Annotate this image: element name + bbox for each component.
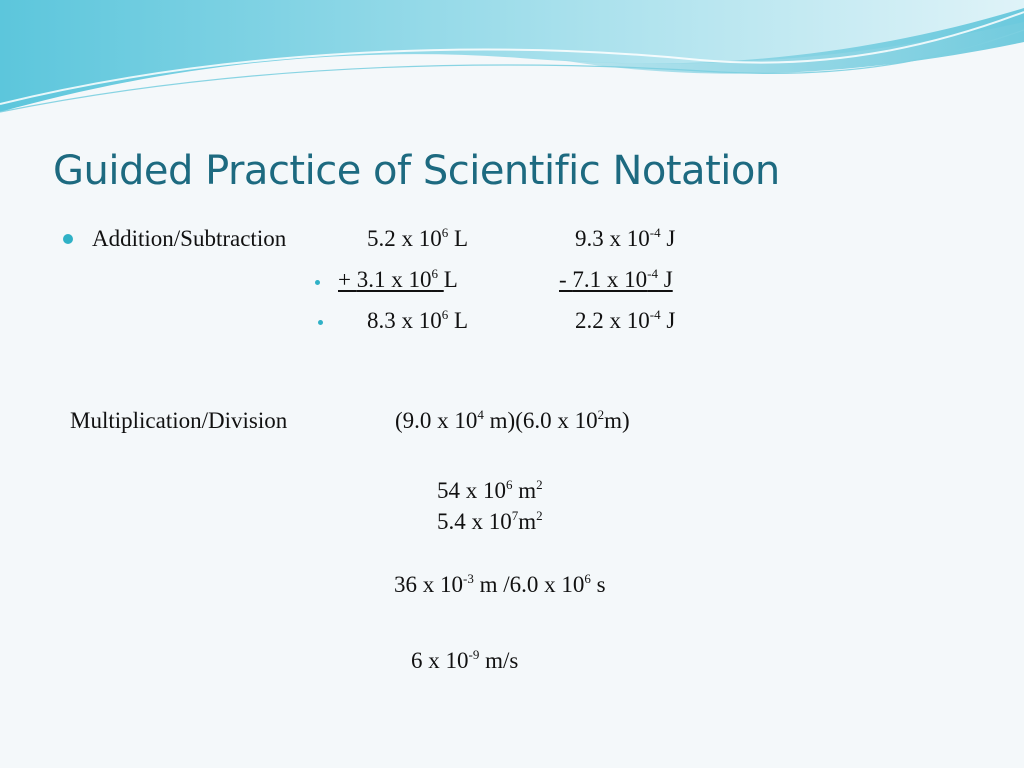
sub-bullet-dot	[318, 320, 323, 325]
addsub-row2-col1: + 3.1 x $10^6$ L	[338, 266, 458, 292]
addsub-label: Addition/Subtraction	[92, 226, 287, 251]
muldiv-label: Multiplication/Division	[70, 408, 288, 433]
division-problem: 36 x $10^{-3}$ m /6.0 x $10^6$ s	[394, 571, 606, 597]
header-wave-decoration	[0, 0, 1024, 130]
addsub-row3-col1: 8.3 x $10^6$ L	[367, 307, 469, 333]
muldiv-step1: 54 x $10^6$ $m^2$	[437, 477, 543, 503]
slide-title: Guided Practice of Scientific Notation	[53, 148, 780, 194]
muldiv-problem: (9.0 x $10^4$ m)(6.0 x $10^2m$)	[395, 407, 630, 433]
muldiv-step2: 5.4 x $10^7m^2$	[437, 508, 543, 534]
addsub-row1-col2: 9.3 x $10^{-4}$ J	[575, 225, 676, 251]
addsub-row3-col2: 2.2 x $10^{-4}$ J	[575, 307, 676, 333]
addsub-row1-col1: 5.2 x $10^6$ L	[367, 225, 469, 251]
main-bullet-dot	[63, 234, 73, 244]
addsub-row2-col2: - 7.1 x $10^{-4}$ J	[559, 266, 673, 292]
sub-bullet-dot	[315, 280, 320, 285]
division-answer: 6 x $10^{-9}$ m/s	[411, 647, 519, 673]
